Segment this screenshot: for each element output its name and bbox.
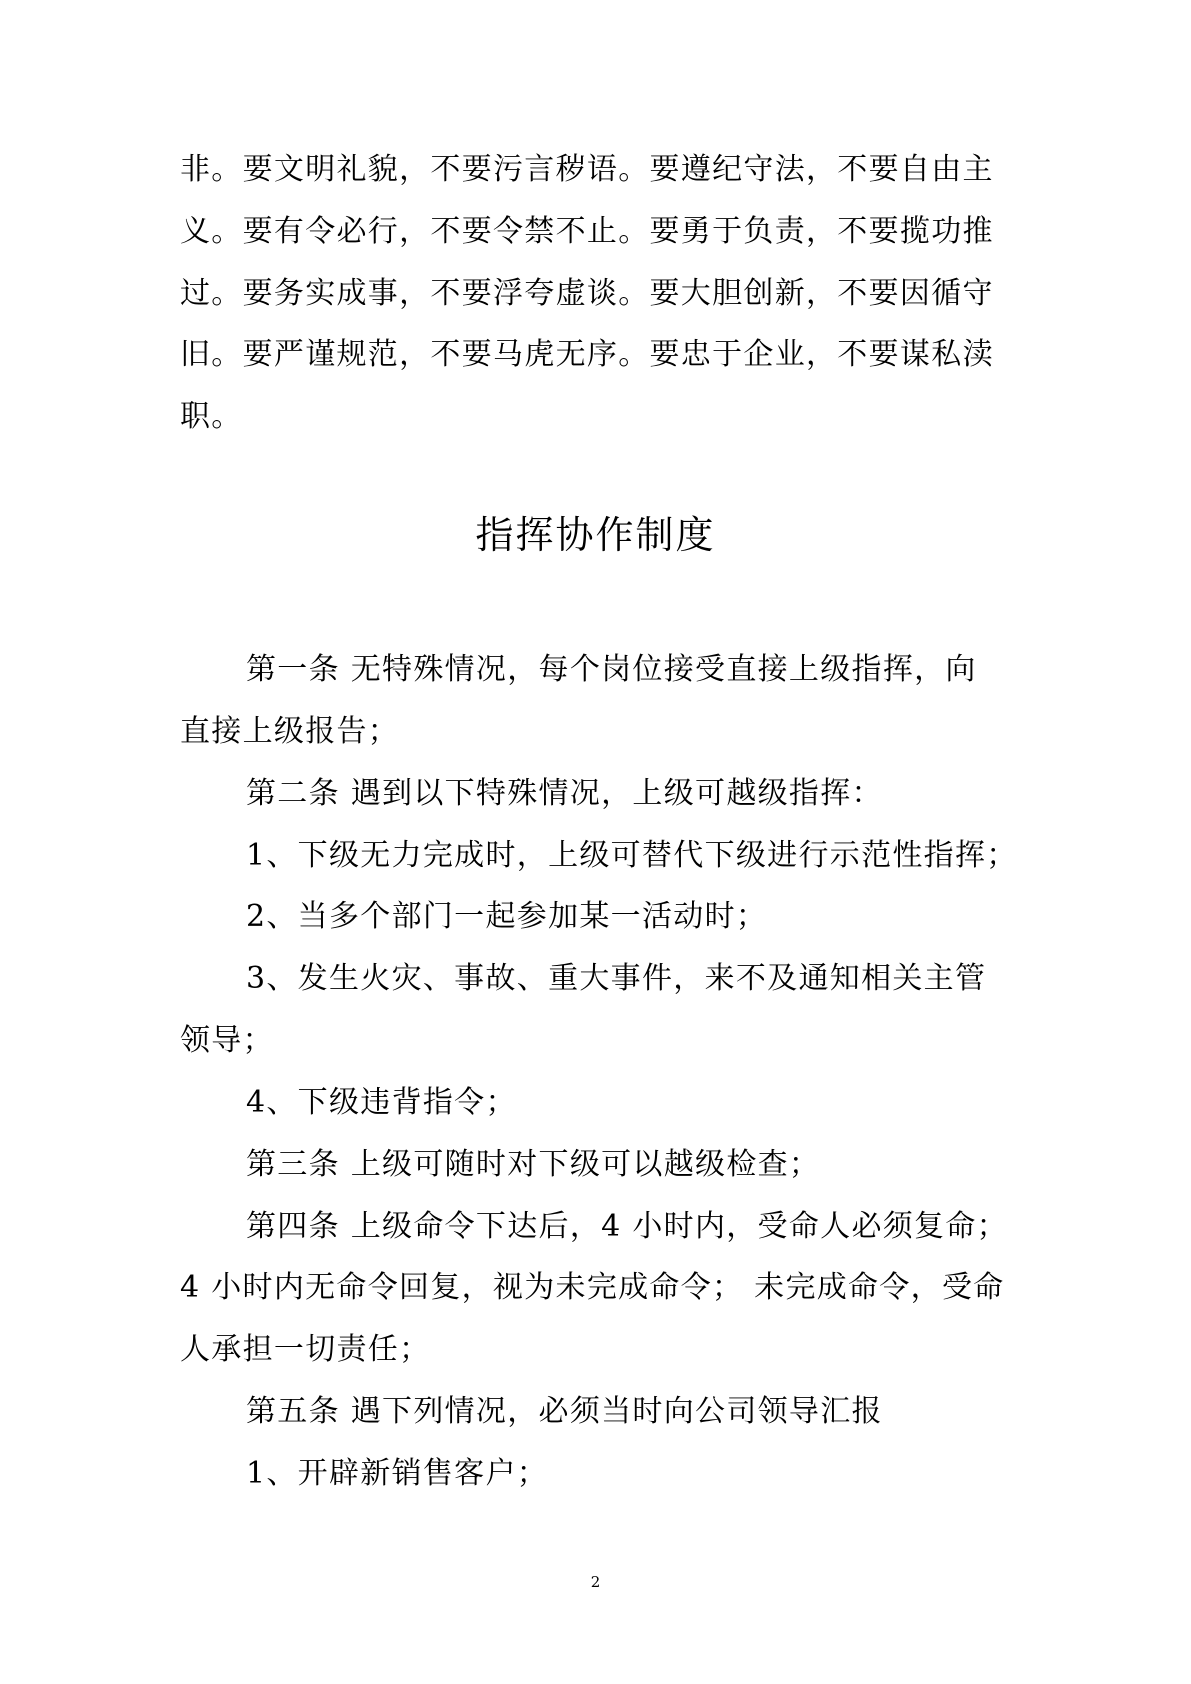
paragraph-line: 义。要有令必行，不要令禁不止。要勇于负责，不要揽功推 (180, 214, 994, 249)
article-5-line: 第五条 遇下列情况，必须当时向公司领导汇报 (246, 1394, 883, 1429)
list-item-line: 2、当多个部门一起参加某一活动时； (246, 899, 768, 934)
list-item-line: 1、开辟新销售客户； (246, 1456, 549, 1491)
article-4-line: 4 小时内无命令回复，视为未完成命令； 未完成命令，受命 (180, 1270, 1005, 1305)
list-item-line: 领导； (180, 1023, 274, 1058)
page-number: 2 (590, 1573, 601, 1591)
article-4-line: 人承担一切责任； (180, 1332, 431, 1367)
article-2-line: 第二条 遇到以下特殊情况，上级可越级指挥： (246, 776, 883, 811)
paragraph-line: 旧。要严谨规范，不要马虎无序。要忠于企业，不要谋私渎 (180, 337, 994, 372)
article-4-line: 第四条 上级命令下达后，4 小时内，受命人必须复命； (246, 1209, 1008, 1244)
paragraph-line: 职。 (180, 399, 243, 434)
article-1-line: 第一条 无特殊情况，每个岗位接受直接上级指挥，向 (246, 652, 977, 687)
paragraph-line: 过。要务实成事，不要浮夸虚谈。要大胆创新，不要因循守 (180, 276, 994, 311)
article-1-line: 直接上级报告； (180, 714, 400, 749)
list-item-line: 3、发生火灾、事故、重大事件，来不及通知相关主管 (246, 961, 987, 996)
paragraph-line: 非。要文明礼貌，不要污言秽语。要遵纪守法，不要自由主 (180, 152, 994, 187)
list-item-line: 4、下级违背指令； (246, 1085, 517, 1120)
section-heading: 指挥协作制度 (475, 513, 716, 557)
list-item-line: 1、下级无力完成时，上级可替代下级进行示范性指挥； (246, 838, 1018, 873)
article-3-line: 第三条 上级可随时对下级可以越级检查； (246, 1147, 821, 1182)
